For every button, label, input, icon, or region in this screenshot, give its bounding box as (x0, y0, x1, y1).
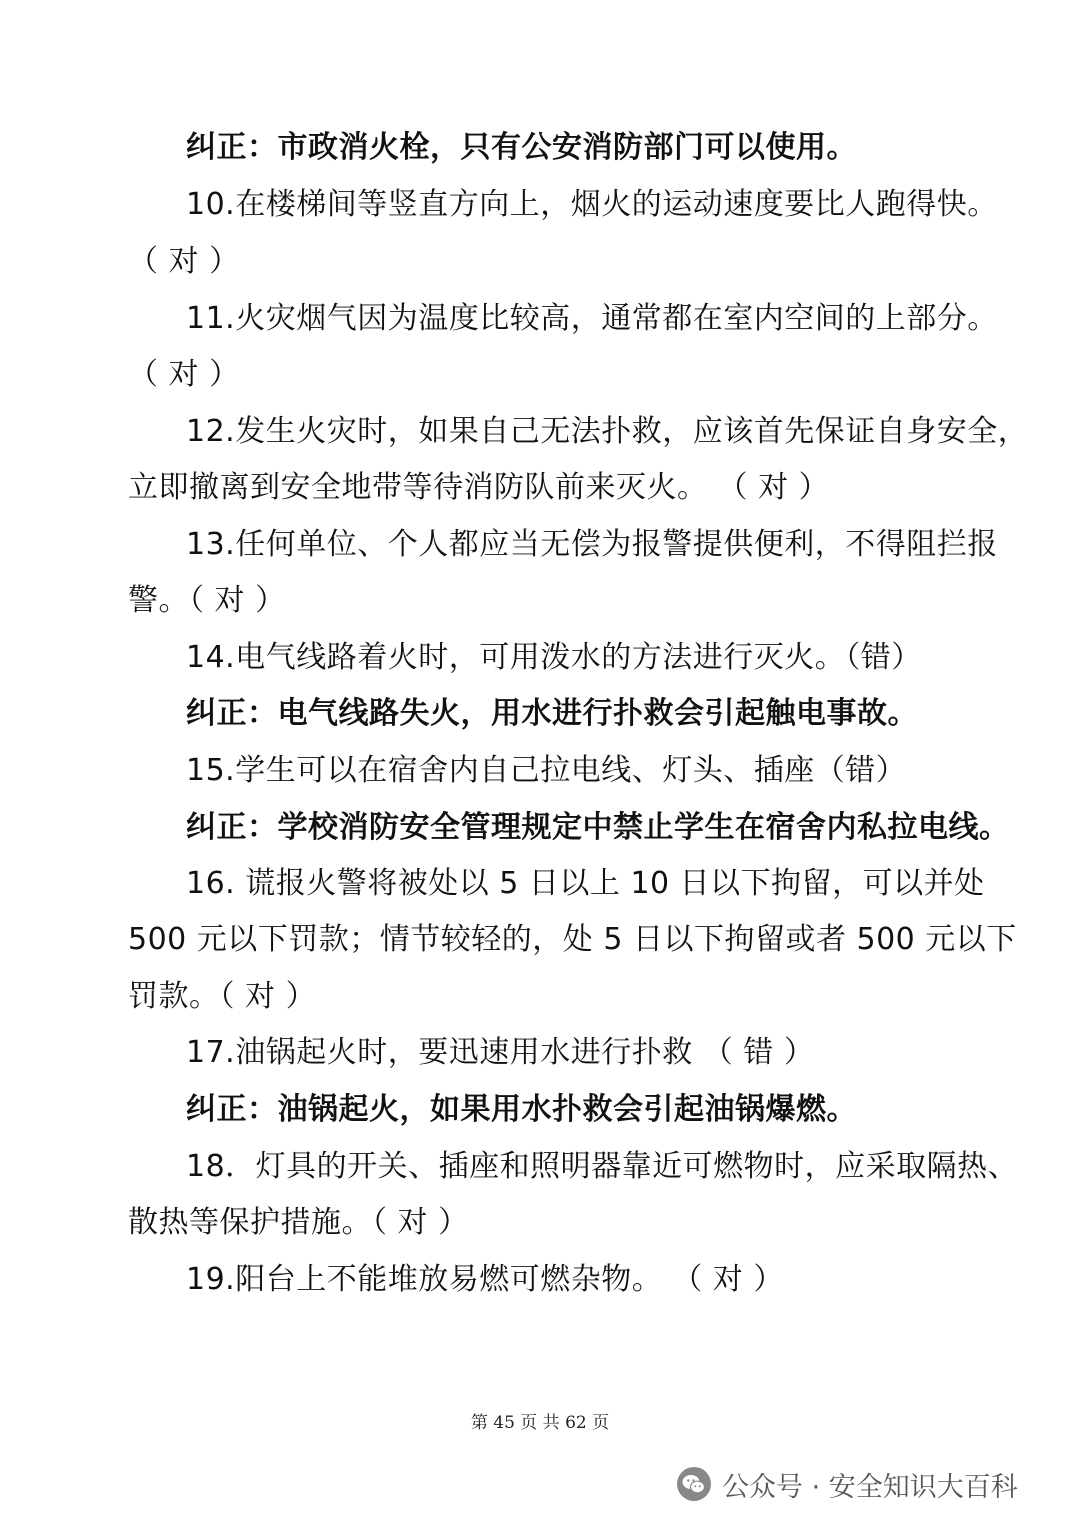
text-line: 散热等保护措施。（ 对 ） (128, 1205, 469, 1240)
text-line: 13.任何单位、个人都应当无偿为报警提供便利，不得阻拦报 (186, 527, 998, 562)
text-line: 纠正：电气线路失火，用水进行扑救会引起触电事故。 (186, 696, 918, 731)
text-line: 11.火灾烟气因为温度比较高，通常都在室内空间的上部分。 (186, 301, 998, 336)
text-line: 立即撤离到安全地带等待消防队前来灭火。 （ 对 ） (128, 470, 830, 505)
text-line: 15.学生可以在宿舍内自己拉电线、灯头、插座（错） (186, 753, 907, 788)
text-line: 16. 谎报火警将被处以 5 日以上 10 日以下拘留，可以并处 (186, 866, 985, 901)
text-line: 纠正：学校消防安全管理规定中禁止学生在宿舍内私拉电线。 (186, 810, 1010, 845)
text-line: 警。（ 对 ） (128, 583, 286, 618)
page-number: 第 45 页 共 62 页 (470, 1413, 610, 1433)
text-line: 10.在楼梯间等竖直方向上，烟火的运动速度要比人跑得快。 (186, 187, 998, 222)
wechat-icon (676, 1466, 712, 1502)
text-line: （ 对 ） (128, 357, 240, 392)
text-line: 500 元以下罚款；情节较轻的，处 5 日以下拘留或者 500 元以下 (128, 922, 1017, 957)
text-line: 罚款。（ 对 ） (128, 979, 317, 1014)
text-line: 12.发生火灾时，如果自己无法扑救，应该首先保证自身安全， (186, 414, 1029, 449)
text-line: 17.油锅起火时，要迅速用水进行扑救 （ 错 ） (186, 1035, 815, 1070)
text-line: 纠正：市政消火栓，只有公安消防部门可以使用。 (186, 130, 857, 165)
text-line: （ 对 ） (128, 244, 240, 279)
text-line: 纠正：油锅起火，如果用水扑救会引起油锅爆燃。 (186, 1092, 857, 1127)
text-line: 18．灯具的开关、插座和照明器靠近可燃物时，应采取隔热、 (186, 1149, 1019, 1184)
watermark (676, 1462, 1018, 1506)
watermark-text: 公众号 · 安全知识大百科 (722, 1471, 1018, 1503)
text-line: 14.电气线路着火时，可用泼水的方法进行灭火。（错） (186, 640, 922, 675)
text-line: 19.阳台上不能堆放易燃可燃杂物。 （ 对 ） (186, 1262, 784, 1297)
